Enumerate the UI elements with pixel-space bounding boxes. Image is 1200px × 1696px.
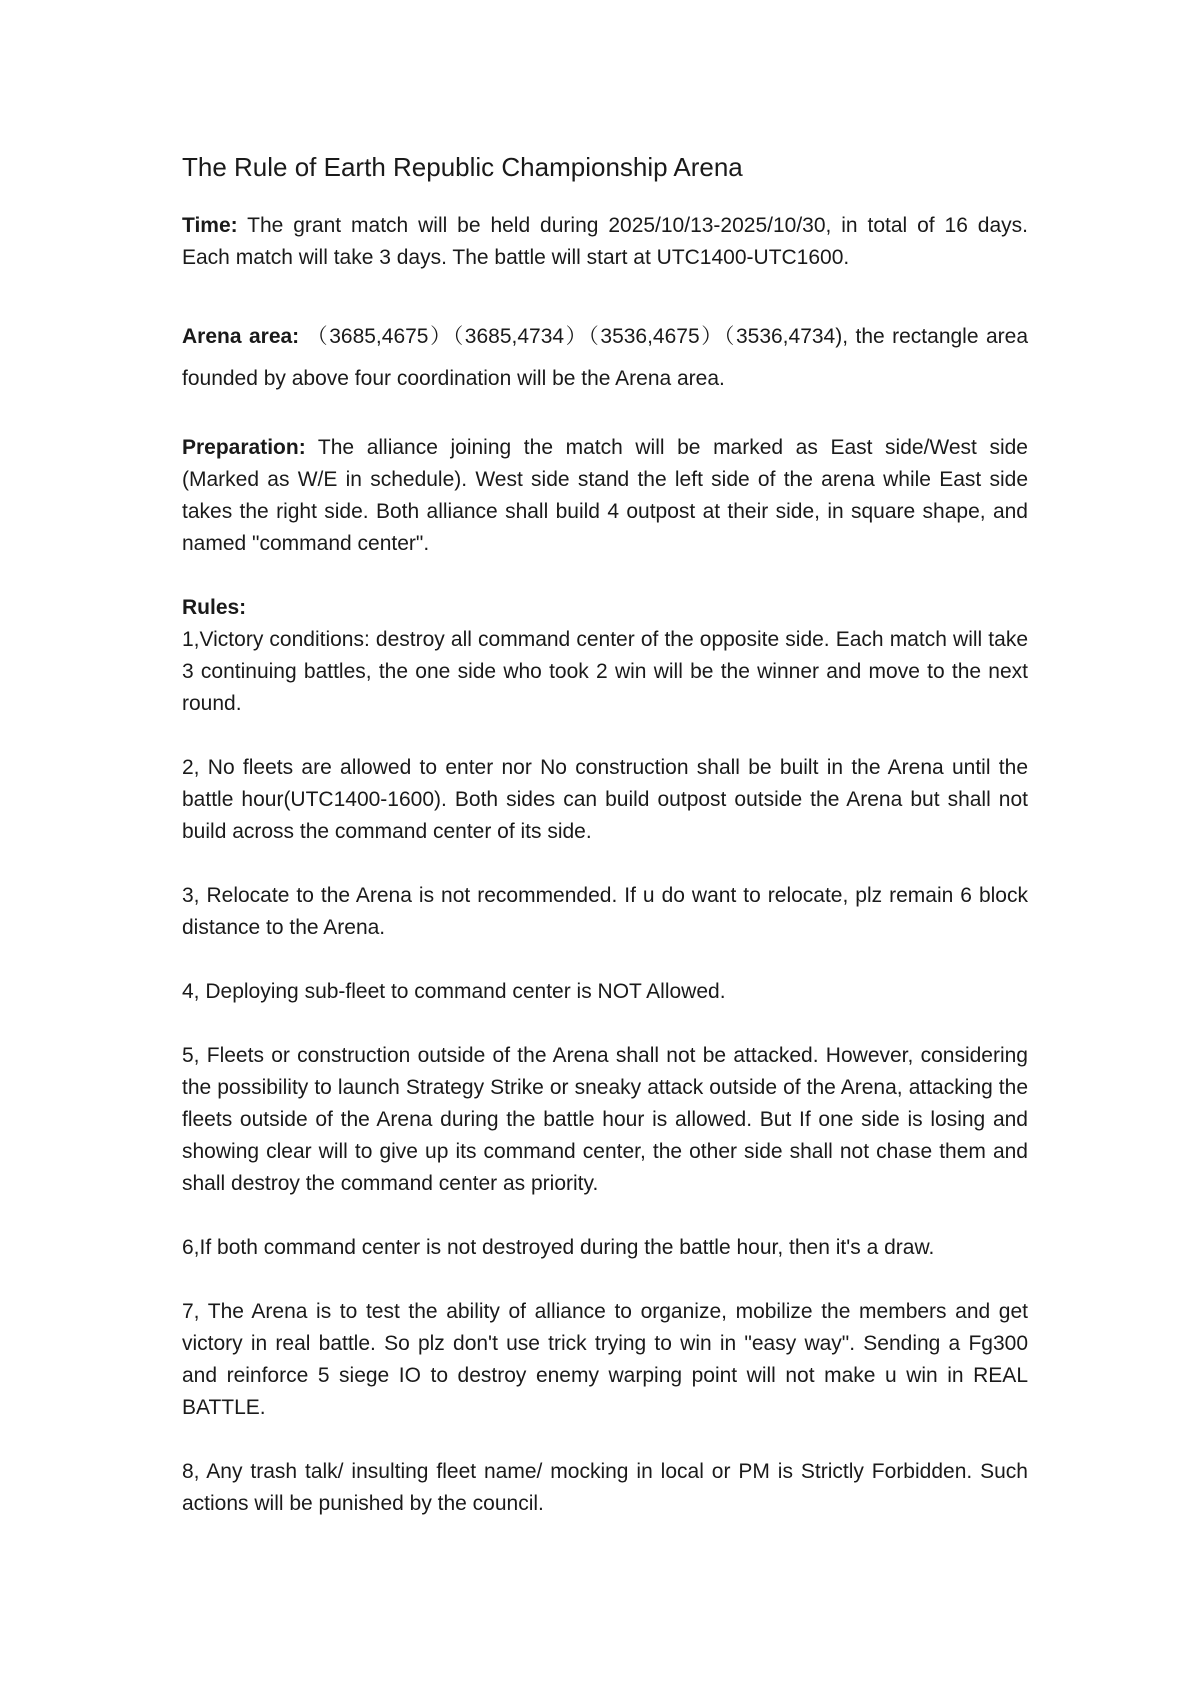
document-title: The Rule of Earth Republic Championship Arena <box>182 152 743 182</box>
rules-heading: Rules: <box>182 596 247 619</box>
spacer <box>182 1008 1028 1040</box>
preparation-text: The alliance joining the match will be marked as East side/West side (Marked as W/E in schedule). West side stand the left side of the arena while East side takes the right side. Both alliance shall build 4 outpost at their side, in square shape, and named "command center". <box>182 436 1028 555</box>
rule-item: 1,Victory conditions: destroy all command center of the opposite side. Each match will take 3 continuing battles, the one side who took 2 win will be the winner and move to the next round. <box>182 628 1028 715</box>
rule-item: 2, No fleets are allowed to enter nor No construction shall be built in the Arena until the battle hour(UTC1400-1600). Both sides can build outpost outside the Arena but shall not build across the command center of its side. <box>182 756 1028 843</box>
rule-item: 5, Fleets or construction outside of the Arena shall not be attacked. However, considering the possibility to launch Strategy Strike or sneaky attack outside of the Arena, attacking the fleets outside of the Arena during the battle hour is allowed. But If one side is losing and showing clear will to give up its command center, the other side shall not chase them and shall destroy the command center as priority. <box>182 1044 1028 1195</box>
arena-area-paragraph <box>182 316 1028 400</box>
time-text: The grant match will be held during 2025/10/13-2025/10/30, in total of 16 days. Each match will take 3 days. The battle will start at UTC1400-UTC1600. <box>182 214 1028 269</box>
spacer <box>182 560 1028 592</box>
time-label: Time: <box>182 214 238 237</box>
spacer <box>182 720 1028 752</box>
rule-item: 8, Any trash talk/ insulting fleet name/ mocking in local or PM is Strictly Forbidden. Such actions will be punished by the council. <box>182 1460 1028 1515</box>
spacer <box>182 1424 1028 1456</box>
spacer <box>182 848 1028 880</box>
arena-area-label: Arena area: <box>182 325 300 348</box>
preparation-paragraph <box>182 432 1028 560</box>
rule-item: 3, Relocate to the Arena is not recommended. If u do want to relocate, plz remain 6 block distance to the Arena. <box>182 884 1028 939</box>
spacer <box>182 400 1028 432</box>
spacer <box>182 1264 1028 1296</box>
rule-item: 6,If both command center is not destroyed during the battle hour, then it's a draw. <box>182 1236 935 1259</box>
spacer <box>182 944 1028 976</box>
spacer <box>182 1200 1028 1232</box>
rule-item: 7, The Arena is to test the ability of alliance to organize, mobilize the members and get victory in real battle. So plz don't use trick trying to win in "easy way". Sending a Fg300 and reinforce 5 siege IO to destroy enemy warping point will not make u win in REAL BATTLE. <box>182 1300 1028 1419</box>
time-paragraph <box>182 210 1028 274</box>
spacer <box>182 274 1028 316</box>
rule-item: 4, Deploying sub-fleet to command center is NOT Allowed. <box>182 980 726 1003</box>
document-page <box>182 150 1028 1520</box>
arena-area-text: （3685,4675）（3685,4734）（3536,4675）（3536,4734), the rectangle area founded by above four coordination will be the Arena area. <box>182 325 1028 390</box>
preparation-label: Preparation: <box>182 436 306 459</box>
